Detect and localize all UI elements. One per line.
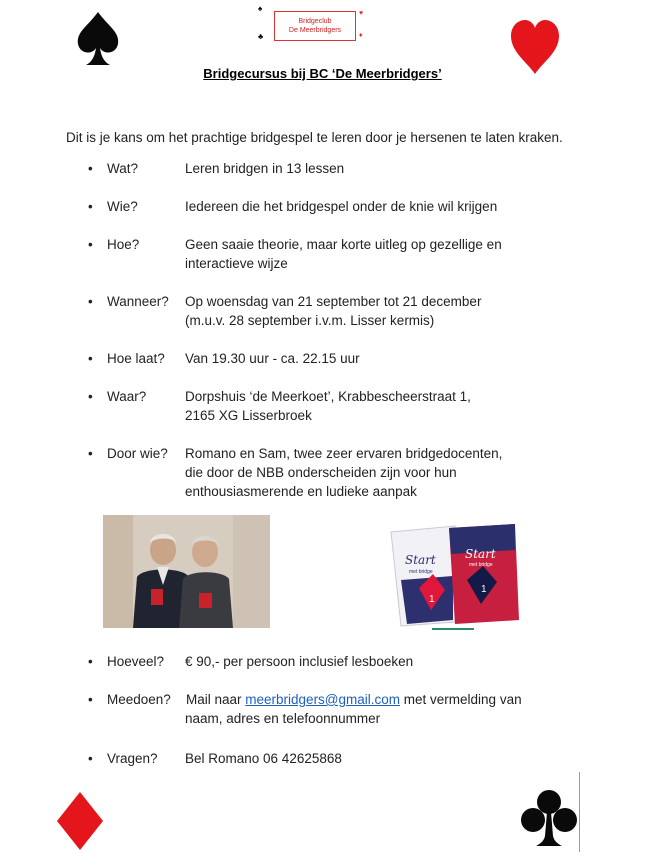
item-value: naam, adres en telefoonnummer — [185, 711, 381, 726]
logo-club-mark: ♣ — [258, 32, 264, 41]
item-value: Van 19.30 uur - ca. 22.15 uur — [185, 351, 360, 366]
logo-line-1: Bridgeclub — [298, 18, 332, 25]
book2-title: Start — [465, 547, 496, 561]
book1-title: Start — [405, 553, 436, 567]
item-value: Romano en Sam, twee zeer ervaren bridgedocenten, — [185, 446, 503, 461]
item-label: Door wie? — [107, 446, 168, 461]
teachers-photo — [103, 515, 270, 628]
bullet: • — [88, 692, 93, 707]
item-label: Vragen? — [107, 751, 158, 766]
logo-line-2: De Meerbridgers — [288, 27, 342, 34]
book1-subtitle: met bridge — [409, 569, 433, 575]
item-value: Geen saaie theorie, maar korte uitleg op gezellige en — [185, 237, 502, 252]
lesson-books-image — [383, 520, 523, 630]
bullet: • — [88, 351, 93, 366]
bullet: • — [88, 751, 93, 766]
bullet: • — [88, 294, 93, 309]
item-label: Hoe? — [107, 237, 140, 252]
logo-frame — [274, 11, 356, 41]
intro-text: Dit is je kans om het prachtige bridgespel te leren door je hersenen te laten kraken. — [66, 130, 563, 145]
item-label: Waar? — [107, 389, 147, 404]
item-value: interactieve wijze — [185, 256, 288, 271]
item-label: Wat? — [107, 161, 139, 176]
item-label: Wie? — [107, 199, 138, 214]
club-icon — [518, 788, 580, 848]
item-value: Leren bridgen in 13 lessen — [185, 161, 345, 176]
logo-heart-mark: ♥ — [359, 10, 364, 17]
item-value: (m.u.v. 28 september i.v.m. Lisser kermis) — [185, 313, 435, 328]
book2-subtitle: met bridge — [469, 562, 493, 568]
email-link[interactable]: meerbridgers@gmail.com — [245, 692, 401, 707]
bullet: • — [88, 237, 93, 252]
spade-icon — [74, 10, 122, 68]
bullet: • — [88, 389, 93, 404]
page-edge-line — [579, 772, 580, 852]
bullet: • — [88, 654, 93, 669]
item-label: Meedoen? — [107, 692, 171, 707]
logo-diamond-mark: ♦ — [359, 32, 363, 39]
teachers-photo-drawing — [103, 515, 270, 628]
bullet: • — [88, 161, 93, 176]
diamond-icon — [55, 790, 105, 852]
item-value: Dorpshuis ‘de Meerkoet’, Krabbescheerstraat 1, — [185, 389, 471, 404]
club-logo — [256, 4, 366, 44]
lesson-books-drawing — [383, 520, 523, 630]
item-value: Bel Romano 06 42625868 — [185, 751, 342, 766]
meedoen-line — [186, 690, 522, 709]
logo-spade-mark: ♠ — [258, 4, 263, 13]
item-value: 2165 XG Lisserbroek — [185, 408, 312, 423]
image-underline — [432, 628, 474, 630]
item-label: Hoeveel? — [107, 654, 165, 669]
page-title: Bridgecursus bij BC ‘De Meerbridgers’ — [203, 66, 442, 81]
item-label: Wanneer? — [107, 294, 169, 309]
item-value: Iedereen die het bridgespel onder de knie wil krijgen — [185, 199, 498, 214]
item-value: Op woensdag van 21 september tot 21 december — [185, 294, 482, 309]
meedoen-suffix: met vermelding van — [400, 692, 522, 707]
item-value: € 90,- per persoon inclusief lesboeken — [185, 654, 414, 669]
item-value: enthousiasmerende en ludieke aanpak — [185, 484, 417, 499]
bullet: • — [88, 446, 93, 461]
item-label: Hoe laat? — [107, 351, 165, 366]
bullet: • — [88, 199, 93, 214]
item-value: die door de NBB onderscheiden zijn voor hun — [185, 465, 457, 480]
meedoen-prefix: Mail naar — [186, 692, 246, 707]
book2-number: 1 — [481, 584, 487, 595]
book1-number: 1 — [429, 594, 435, 605]
